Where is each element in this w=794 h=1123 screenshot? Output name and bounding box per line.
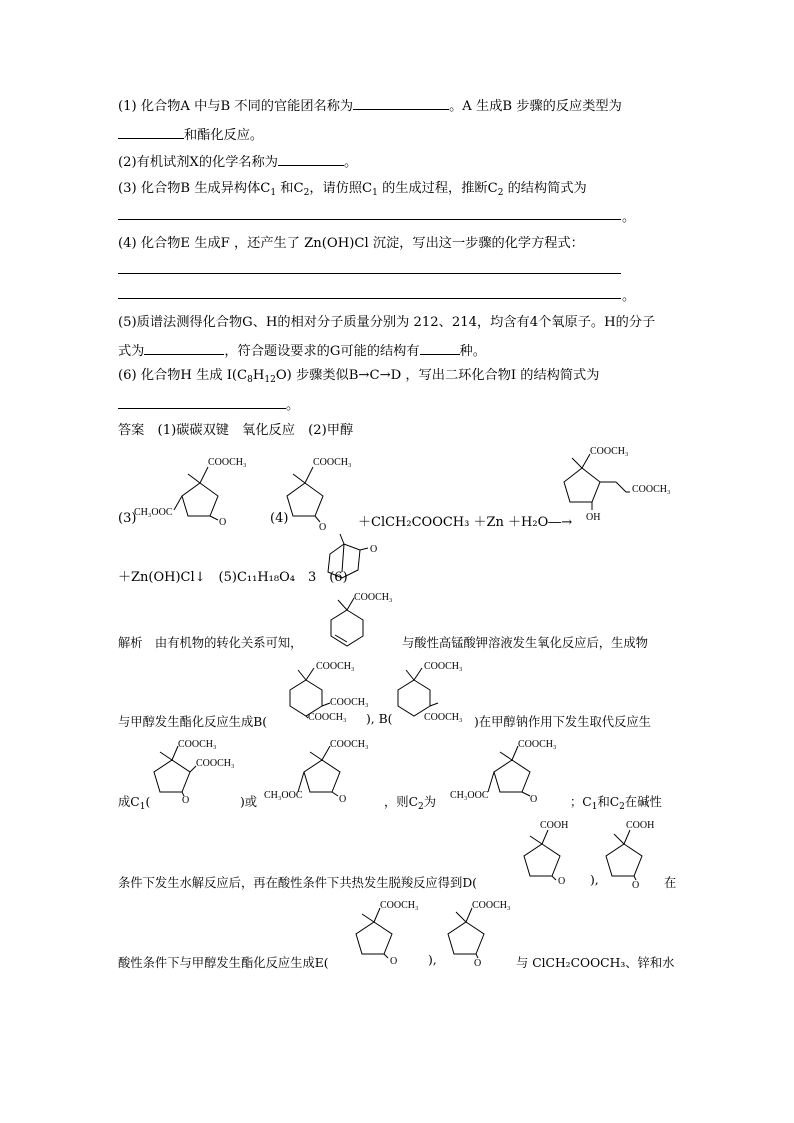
svg-text:COOH: COOH: [540, 820, 569, 831]
svg-text:O: O: [339, 794, 347, 805]
analysis-line-3a: 成$C_1$(: [118, 795, 151, 812]
svg-text:O: O: [390, 956, 398, 967]
answer-line: [118, 298, 621, 299]
svg-text:COOCH₃: COOCH₃: [313, 457, 352, 468]
question-6-cont: 。: [118, 395, 299, 415]
analysis-line-2c: )在甲醇钠作用下发生取代反应生: [474, 715, 651, 729]
question-3: (3) 化合物B 生成异构体$C_1$ 和$C_2$，请仿照$C_1$ 的生成过程，推断$C_2$ 的结构简式为: [118, 181, 587, 198]
answer-line: [118, 273, 621, 274]
svg-text:COOCH₃: COOCH₃: [330, 739, 369, 750]
question-2: (2)有机试剂X的化学名称为 。: [118, 152, 357, 172]
svg-text:O: O: [219, 517, 227, 528]
analysis-line-3f: ；$C_1$和$C_2$在碱性: [570, 795, 662, 812]
compound-b-structure-2: [394, 658, 484, 728]
answer-4-product-structure: [560, 440, 690, 530]
svg-text:O: O: [632, 880, 640, 891]
compound-d-structure-2: [602, 818, 672, 890]
answer-blank: [144, 341, 224, 355]
compound-c2-structure-2: [448, 736, 578, 808]
answer-blank: [353, 96, 449, 110]
svg-text:O: O: [530, 794, 538, 805]
answer-4-label: (4): [270, 511, 289, 526]
svg-text:COOCH₃: COOCH₃: [518, 739, 557, 750]
answer-blank: [118, 395, 286, 409]
analysis-line-2b: ), B(: [366, 712, 393, 726]
analysis-line-1b: 与酸性高锰酸钾溶液发生氧化反应后，生成物: [402, 636, 648, 650]
answer-6-structure: [320, 532, 390, 587]
svg-text:COOCH₃: COOCH₃: [208, 457, 247, 468]
question-4: (4) 化合物E 生成F ，还产生了 Zn(OH)Cl 沉淀，写出这一步骤的化学方程式：: [118, 236, 584, 251]
svg-text:O: O: [370, 544, 378, 555]
question-1: (1) 化合物A 中与B 不同的官能团名称为 。A 生成B 步骤的反应类型为: [118, 96, 622, 116]
svg-text:O: O: [558, 876, 566, 887]
equation-reagents: ＋ClCH₂COOCH₃ ＋Zn ＋H₂O―→: [358, 515, 573, 530]
svg-text:COOCH₃: COOCH₃: [424, 661, 463, 672]
compound-a-structure: [322, 590, 412, 652]
svg-text:CH₃OOC: CH₃OOC: [134, 507, 173, 518]
analysis-line-3c: )或: [240, 795, 258, 809]
analysis-line-4c: 在: [664, 876, 677, 890]
svg-text:COOCH₃: COOCH₃: [196, 758, 235, 769]
svg-text:COOCH₃: COOCH₃: [590, 446, 629, 457]
compound-c2-structure-1: [262, 736, 392, 808]
svg-text:O: O: [319, 522, 327, 533]
answer-blank: [420, 341, 460, 355]
svg-text:O: O: [182, 795, 190, 806]
svg-text:COOCH₃: COOCH₃: [424, 712, 463, 723]
compound-c1-structure: [150, 736, 250, 808]
answer-blank: [278, 152, 344, 166]
svg-text:COOCH₃: COOCH₃: [316, 661, 355, 672]
analysis-line-3d: ，则$C_2$为: [384, 795, 437, 812]
answer-line: [118, 219, 621, 220]
svg-text:CH₃OOC: CH₃OOC: [264, 790, 303, 801]
answer-3-label: (3): [118, 511, 137, 526]
answer-header: 答案 (1)碳碳双键 氧化反应 (2)甲醇: [118, 423, 354, 438]
svg-text:COOCH₃: COOCH₃: [178, 739, 217, 750]
svg-text:O: O: [474, 958, 482, 969]
svg-text:COOH: COOH: [626, 820, 655, 831]
analysis-line-2a: 与甲醇发生酯化反应生成B(: [118, 715, 268, 729]
svg-text:COOCH₃: COOCH₃: [330, 697, 369, 708]
question-1-cont: 和酯化反应。: [118, 125, 263, 145]
compound-d-structure-1: [520, 818, 590, 890]
analysis-line-4a: 条件下发生水解反应后，再在酸性条件下共热发生脱羧反应得到D(: [118, 876, 477, 890]
analysis-line-5c: 与 ClCH₂COOCH₃、锌和水: [516, 956, 675, 970]
svg-text:OH: OH: [586, 512, 601, 523]
answer-tail: ＋Zn(OH)Cl↓ (5)C₁₁H₁₈O₄ 3 (6): [118, 570, 348, 585]
question-5: (5)质谱法测得化合物G、H的相对分子质量分别为 212、214，均含有4个氧原子。H的分子: [118, 315, 656, 330]
svg-text:COOCH₃: COOCH₃: [472, 900, 511, 911]
analysis-line-5b: ),: [428, 953, 437, 967]
svg-text:COOCH₃: COOCH₃: [380, 900, 419, 911]
svg-text:COOCH₃: COOCH₃: [308, 712, 347, 723]
question-5-cont: 式为 ，符合题设要求的G可能的结构有 种。: [118, 341, 486, 361]
svg-text:CH₃OOC: CH₃OOC: [450, 790, 489, 801]
svg-text:COOCH₃: COOCH₃: [632, 484, 671, 495]
analysis-line-4b: ),: [590, 873, 599, 887]
analysis-line-5a: 酸性条件下与甲醇发生酯化反应生成E(: [118, 956, 329, 970]
answer-3-structure: [130, 448, 260, 528]
analysis-line-1a: 解析 由有机物的转化关系可知，: [118, 636, 303, 650]
compound-b-structure-1: [286, 658, 376, 728]
svg-text:COOCH₃: COOCH₃: [354, 592, 393, 603]
question-6: (6) 化合物H 生成 $I(C_8H_{12}O)$ 步骤类似B→C→D ，写出二环化合物I 的结构简式为: [118, 368, 600, 385]
answer-blank: [118, 125, 184, 139]
